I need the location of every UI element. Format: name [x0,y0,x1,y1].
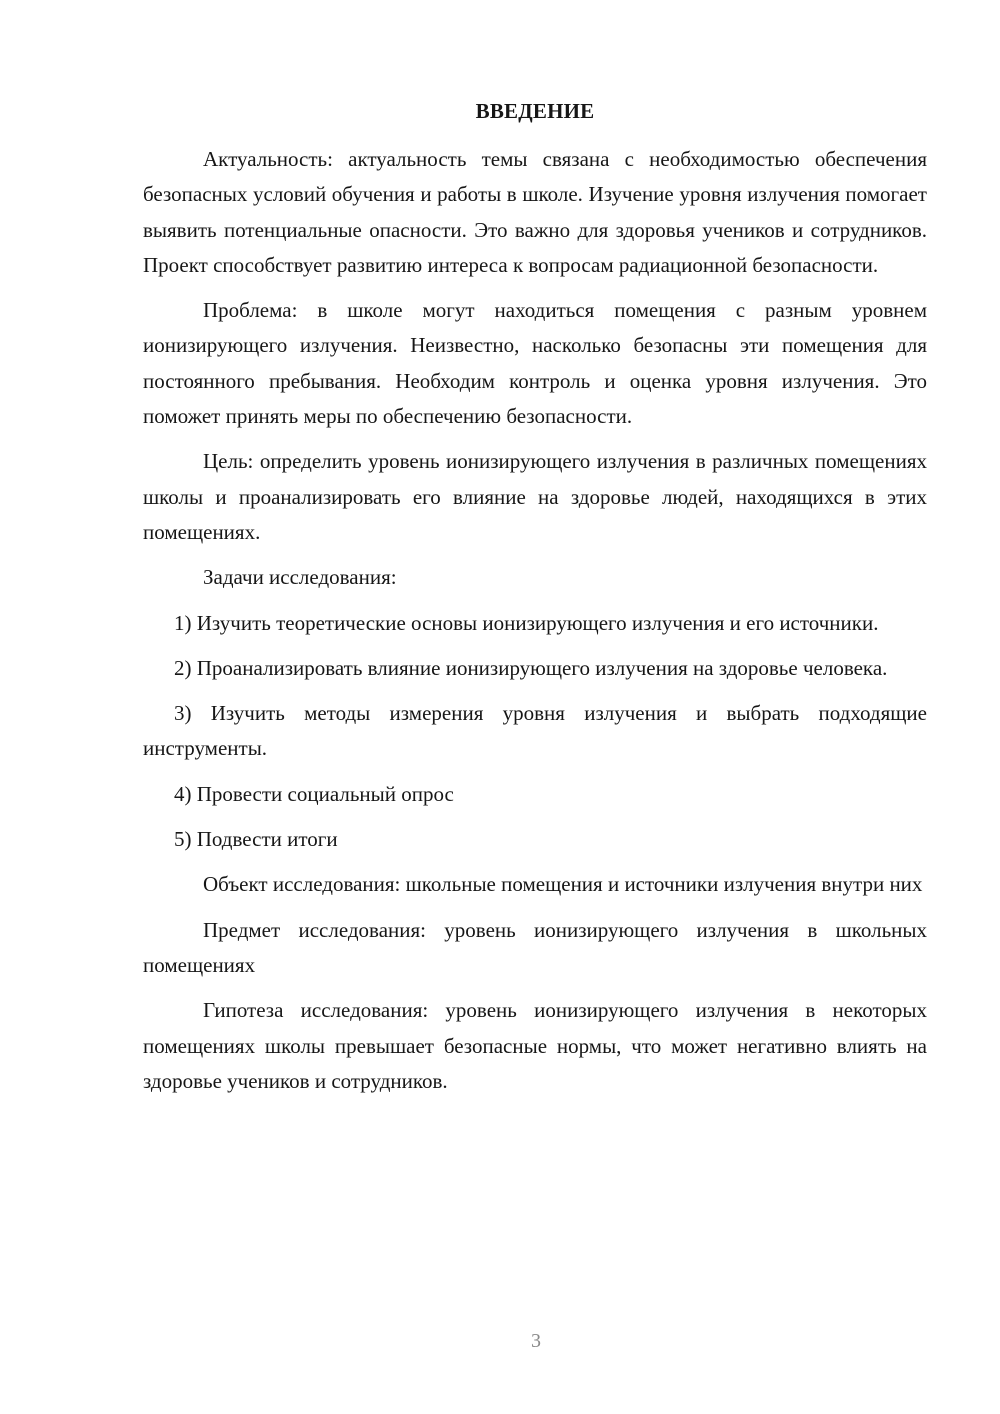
paragraph-object: Объект исследования: школьные помещения и источники излучения внутри них [203,872,923,897]
task-item-3: 3) Изучить методы измерения уровня излучения и выбрать подходящие инструменты. [143,701,927,761]
page-content [143,94,927,1109]
paragraph-goal: Цель: определить уровень ионизирующего излучения в различных помещениях школы и проанализировать его влияние на здоровье людей, находящихся в этих помещениях. [143,449,927,544]
paragraph-problem: Проблема: в школе могут находиться помещения с разным уровнем ионизирующего излучения. Неизвестно, насколько безопасны эти помещения для постоянного пребывания. Необходим контроль и оценка уровня излучения. Это поможет принять меры по обеспечению безопасности. [143,298,927,429]
task-item-5: 5) Подвести итоги [174,827,338,852]
task-item-2: 2) Проанализировать влияние ионизирующего излучения на здоровье человека. [174,655,888,680]
paragraph-subject: Предмет исследования: уровень ионизирующего излучения в школьных помещениях [143,917,927,977]
task-item-1: 1) Изучить теоретические основы ионизирующего излучения и его источники. [174,610,879,635]
paragraph-relevance: Актуальность: актуальность темы связана с необходимостью обеспечения безопасных условий обучения и работы в школе. Изучение уровня излучения помогает выявить потенциальные опасности. Это важно для здоровья учеников и сотрудников. Проект способствует развитию интереса к вопросам радиационной безопасности. [143,147,927,277]
page-number: 3 [531,1330,541,1352]
section-title: ВВЕДЕНИЕ [475,99,595,123]
tasks-heading: Задачи исследования: [203,565,397,590]
paragraph-hypothesis: Гипотеза исследования: уровень ионизирующего излучения в некоторых помещениях школы превышает безопасные нормы, что может негативно влиять на здоровье учеников и сотрудников. [143,998,927,1093]
task-item-4: 4) Провести социальный опрос [174,781,454,806]
